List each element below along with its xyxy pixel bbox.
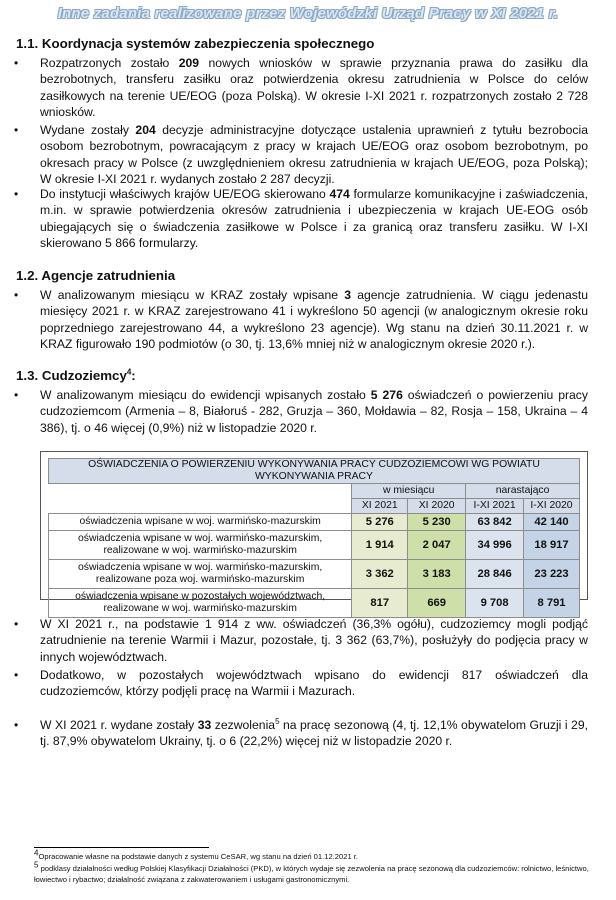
- text-fragment: W analizowanym miesiącu do ewidencji wpisanych zostało: [40, 388, 371, 402]
- text-fragment: zezwolenia: [211, 718, 276, 732]
- cell-value: 3 183: [408, 560, 466, 589]
- text-fragment: Do instytucji właściwych krajów UE/EOG skierowano: [40, 187, 330, 201]
- highlighted-number: 33: [197, 718, 212, 732]
- row-label: [49, 560, 352, 589]
- row-label-line: oświadczenia wpisane w woj. warmińsko-mazurskim: [79, 516, 321, 528]
- group-header-month: w miesiącu: [352, 484, 466, 499]
- cell-value: 34 996: [466, 531, 524, 560]
- bullet-1-2-a: [40, 287, 588, 352]
- bullet-1-3-c: • Dodatkowo, w pozostałych województwach wpisano do ewidencji 817 oświadczeń dla cudzoziemców, którzy podjęli pracę na Warmii i Mazurach.: [40, 667, 588, 700]
- footnote-4: [34, 848, 600, 863]
- row-label: [49, 531, 352, 560]
- cell-value: 8 791: [524, 589, 580, 618]
- cell-value: 18 917: [524, 531, 580, 560]
- row-label-line: realizowane w woj. warmińsko-mazurskim: [103, 603, 297, 615]
- row-label-line: oświadczenia wpisane w woj. warmińsko-mazurskim,: [78, 533, 323, 545]
- column-header: I-XI 2020: [524, 499, 580, 514]
- footnote-ref: 5: [275, 716, 280, 726]
- heading-colon: :: [131, 368, 136, 383]
- cell-value: 5 276: [352, 514, 408, 531]
- cell-value: 23 223: [524, 560, 580, 589]
- cell-value: 2 047: [408, 531, 466, 560]
- bullet-1-1-a: [40, 55, 588, 120]
- row-label-line: oświadczenia wpisane w pozostałych województwach,: [75, 591, 326, 603]
- footnote-mark: 5: [34, 860, 39, 870]
- cell-value: 9 708: [466, 589, 524, 618]
- bullet-1-3-d: [40, 717, 588, 750]
- statistics-table: [48, 458, 580, 618]
- row-label: [49, 514, 352, 531]
- text-fragment: formularze komunikacyjne i zaświadczenia, m.in. w sprawie potwierdzenia okresów zatrudnienia i ubezpieczenia w krajach UE-EOG osób ubiegających się o świadczenia zasiłkowe w Polsce i za granicą oraz transferu zasiłku. W I-XI skierowano 5 866 formularzy.: [40, 187, 588, 250]
- group-header-cumulative: narastająco: [466, 484, 580, 499]
- table-row: [49, 589, 580, 618]
- highlighted-number: 3: [344, 288, 351, 302]
- row-label-line: realizowane poza woj. warmińsko-mazurskim: [95, 574, 305, 586]
- table-title: OŚWIADCZENIA O POWIERZENIU WYKONYWANIA PRACY CUDZOZIEMCOWI WG POWIATU WYKONYWANIA PRACY: [49, 459, 580, 484]
- highlighted-number: 5 276: [370, 388, 403, 402]
- footnote-5: [34, 860, 600, 885]
- bullet-1-1-c: [40, 186, 588, 251]
- footnote-text: Opracowanie własne na podstawie danych z systemu CeSAR, wg stanu na dzień 01.12.2021 r.: [38, 852, 358, 861]
- text-fragment: decyzje administracyjne dotyczące ustalenia uprawnień z tytułu bezrobocia osobom bezrobotnym, powracającym z pracy w krajach UE/EOG oraz osobom bezrobotnym, po okresach pracy w Polsce (z uwzględnieniem okresu zatrudnienia w krajach UE/EOG, poza Polską); W okresie I-XI 2021 r. wydanych zostało 2 287 decyzji.: [40, 123, 589, 186]
- text-fragment: Rozpatrzonych zostało: [40, 56, 179, 70]
- row-label-line: realizowane w woj. warmińsko-mazurskim: [103, 545, 297, 557]
- highlighted-number: 204: [135, 123, 156, 137]
- cell-value: 5 230: [408, 514, 466, 531]
- text-fragment: W XI 2021 r. wydane zostały: [40, 718, 198, 732]
- text-fragment: Wydane zostały: [40, 123, 136, 137]
- highlighted-number: 474: [329, 187, 350, 201]
- cell-value: 1 914: [352, 531, 408, 560]
- footnote-mark: 4: [34, 848, 39, 858]
- row-label-line: oświadczenia wpisane w woj. warmińsko-mazurskim,: [78, 562, 323, 574]
- cell-value: 3 362: [352, 560, 408, 589]
- cell-value: 42 140: [524, 514, 580, 531]
- cell-value: 669: [408, 589, 466, 618]
- footnote-text: podklasy działalności według Polskiej Klasyfikacji Działalności (PKD), w których wydaje się zezwolenia na pracę sezonową dla cudzoziemców: rolnictwo, leśnictwo, łowiectwo i rybactwo; działalność związana z zakwaterowaniem i usługami gastronomicznymi.: [34, 864, 589, 884]
- text-fragment: na pracę sezonową (4, tj. 12,1% obywatelom Gruzji i 29, tj. 87,9% obywatelom Ukrainy, tj. o 6 (22,2%) więcej niż w listopadzie 2020 r.: [40, 718, 588, 749]
- bullet-1-3-b: • W XI 2021 r., na podstawie 1 914 z ww. oświadczeń (36,3% ogółu), cudzoziemcy mogli podjąć zatrudnienie na terenie Warmii i Mazur, pozostałe, tj. 3 362 (63,7%), posłużyły do podjęcia pracy w innych województwach.: [40, 616, 588, 665]
- column-header: I-XI 2021: [466, 499, 524, 514]
- table-row: [49, 514, 580, 531]
- footnote-separator: [34, 847, 209, 848]
- column-header: XI 2021: [352, 499, 408, 514]
- document-title: Inne zadania realizowane przez Wojewódzki Urząd Pracy w XI 2021 r.: [57, 5, 559, 22]
- column-header: XI 2020: [408, 499, 466, 514]
- table-row: [49, 531, 580, 560]
- text-fragment: oświadczeń o powierzeniu pracy cudzoziemcom (Armenia – 8, Białoruś - 282, Gruzja – 360, Mołdawia – 82, Rosja – 158, Ukraina – 4 386), tj. o 46 więcej (0,9%) niż w listopadzie 2020 r.: [40, 388, 588, 435]
- table-corner: [49, 484, 352, 514]
- highlighted-number: 209: [178, 56, 200, 70]
- text-fragment: W analizowanym miesiącu w KRAZ zostały wpisane: [40, 288, 345, 302]
- cell-value: 817: [352, 589, 408, 618]
- text-fragment: nowych wniosków w sprawie przyznania prawa do zasiłku dla bezrobotnych, transferu zasiłku oraz potwierdzenia okresu zatrudnienia w Polsce do celów zasiłkowych na terenie UE/EOG (poza Polską). W okresie I-XI 2021 r. rozpatrzonych zostało 2 728 wniosków.: [40, 56, 588, 119]
- heading-text: 1.3. Cudzoziemcy: [16, 368, 127, 383]
- text-fragment: agencje zatrudnienia. W ciągu jedenastu miesięcy 2021 r. w KRAZ zarejestrowano 41 i wykreślono 50 agencji (w analogicznym okresie roku poprzedniego zarejestrowano 44, a wykreślono 23 agencje). Wg stanu na dzień 30.11.2021 r. w KRAZ figurowało 190 podmiotów (o 30, tj. 13,6% mniej niż w analogicznym okresie 2020 r.).: [40, 288, 588, 351]
- row-label: [49, 589, 352, 618]
- bullet-1-3-a: [40, 387, 588, 436]
- section-heading-1-2: 1.2. Agencje zatrudnienia: [16, 268, 176, 283]
- footnote-ref: 4: [126, 367, 132, 377]
- section-heading-1-1: 1.1. Koordynacja systemów zabezpieczenia społecznego: [16, 36, 375, 51]
- bullet-1-1-b: [40, 122, 588, 187]
- cell-value: 63 842: [466, 514, 524, 531]
- statistics-table-frame: [40, 451, 588, 615]
- section-heading-1-3: [16, 368, 136, 384]
- cell-value: 28 846: [466, 560, 524, 589]
- table-row: [49, 560, 580, 589]
